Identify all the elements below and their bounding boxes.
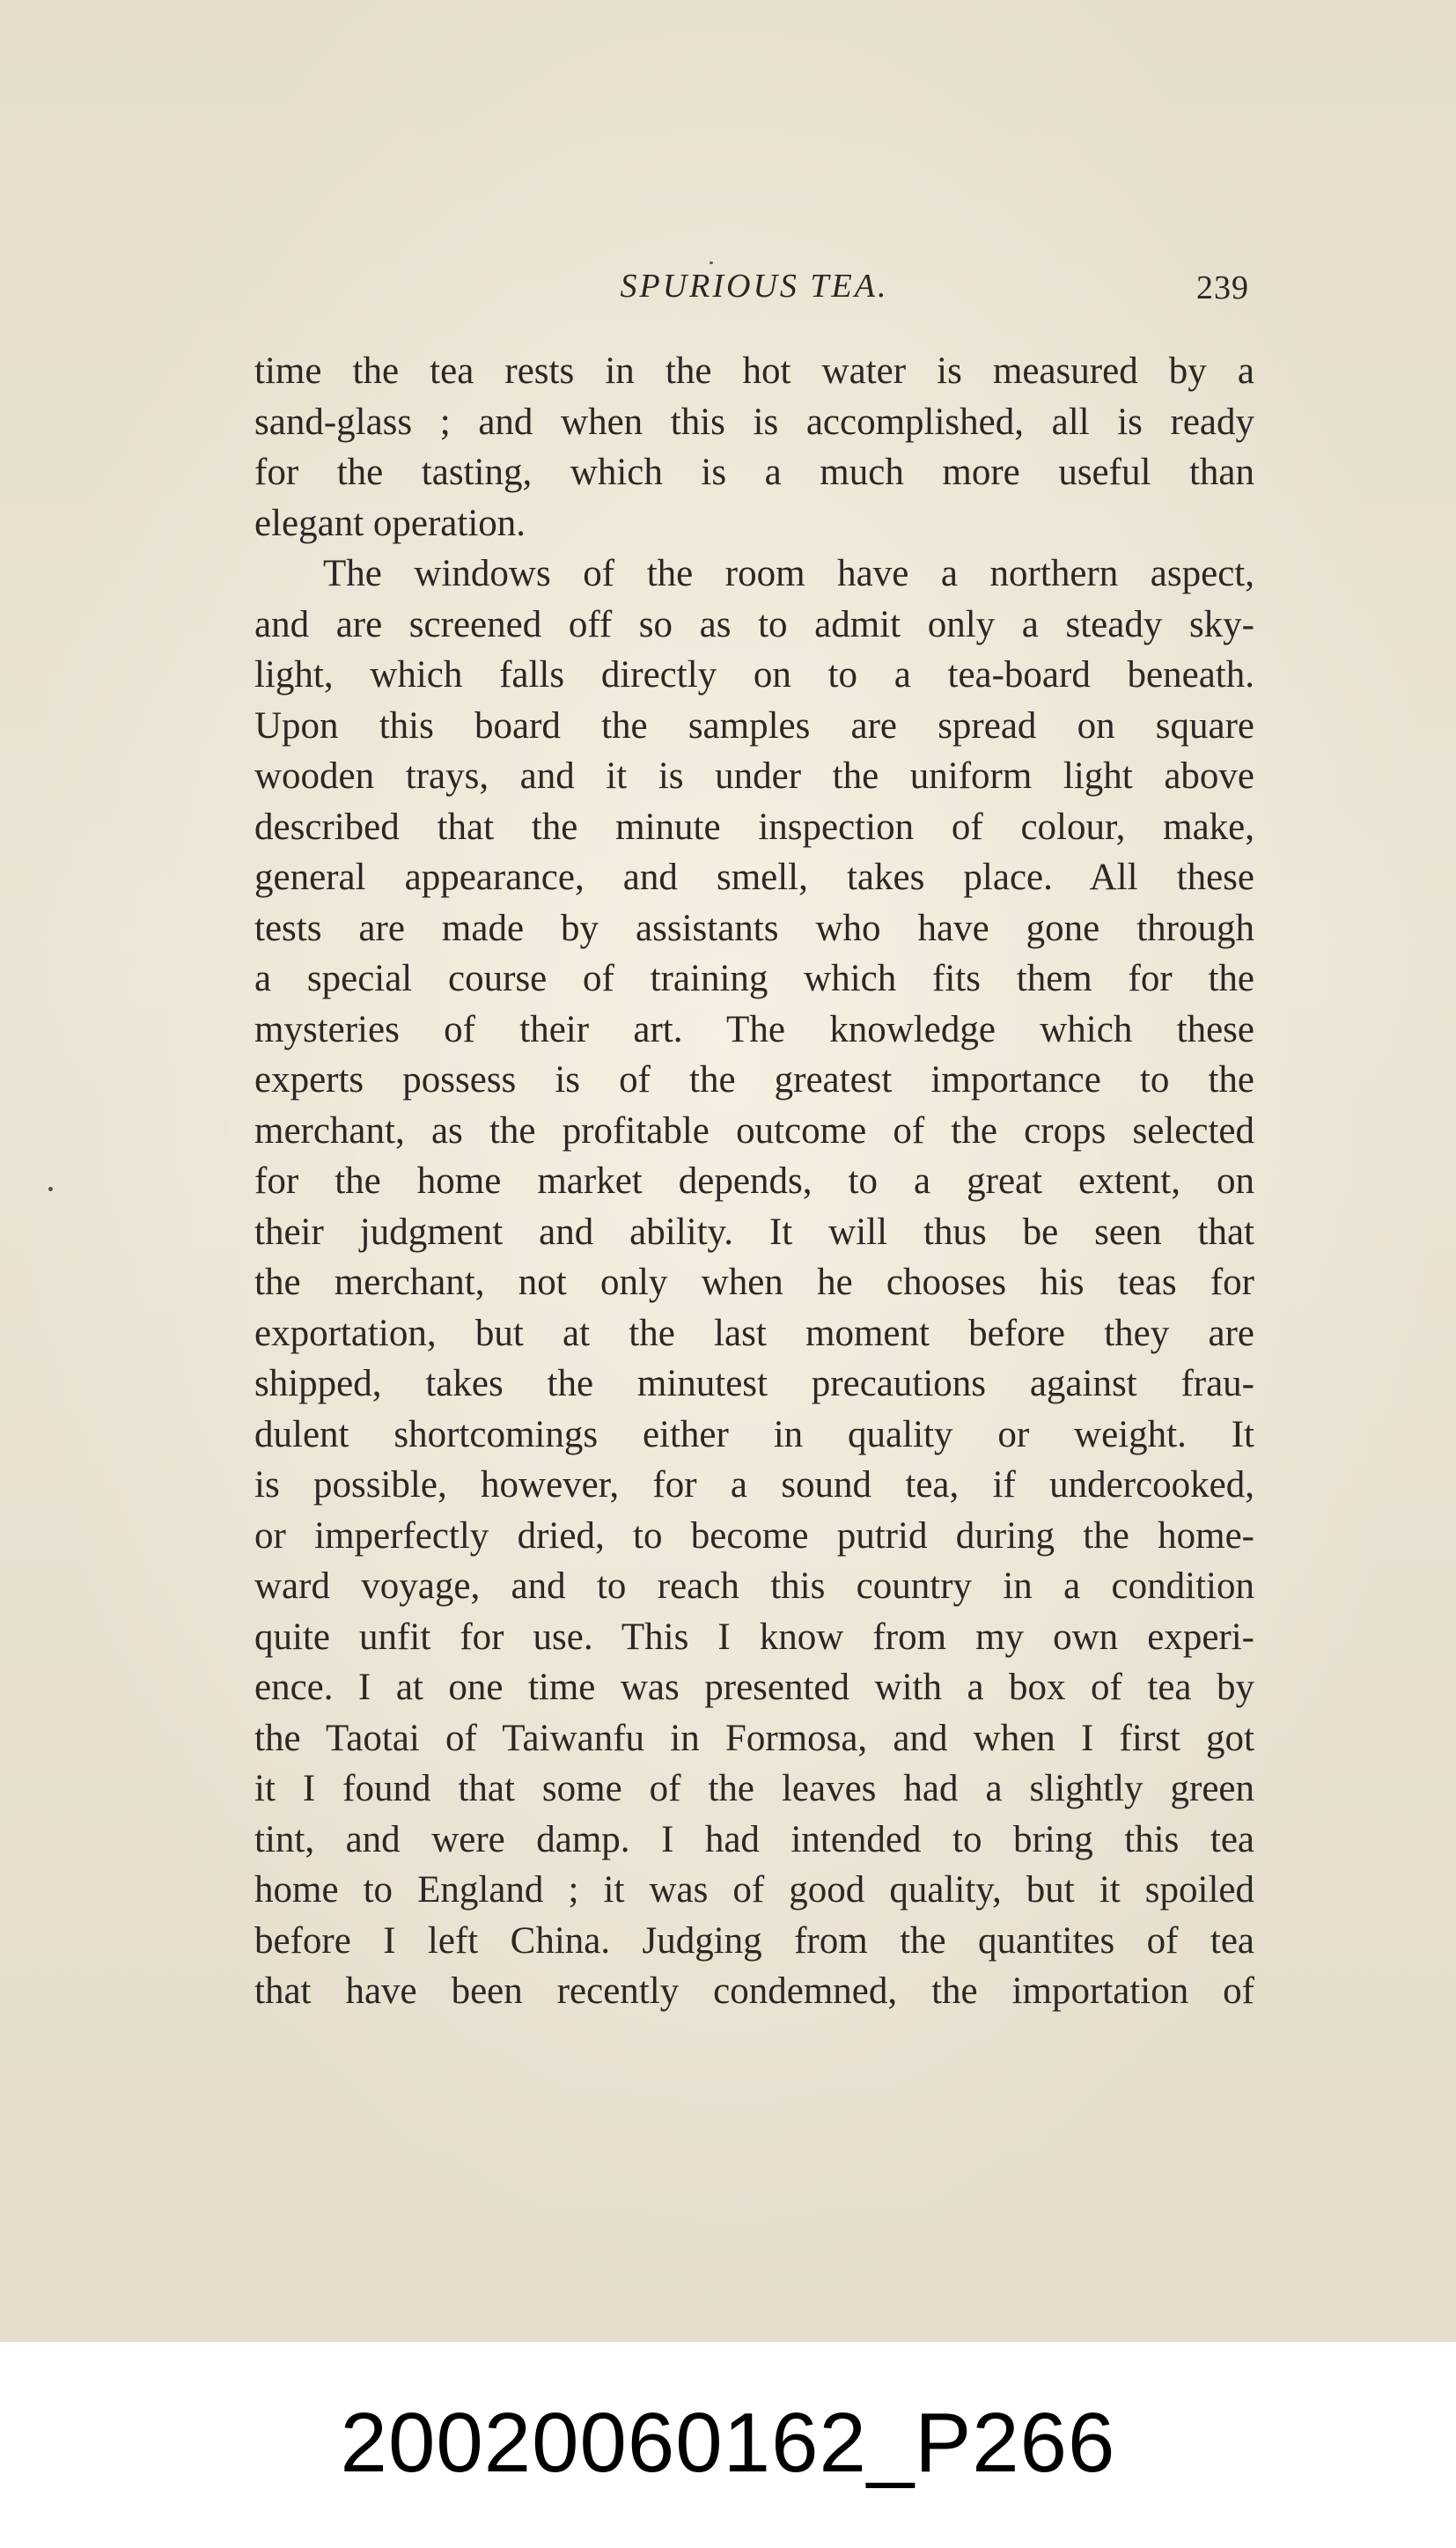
text-line: Upon this board the samples are spread on square bbox=[254, 704, 1254, 747]
paragraph-first-line: The windows of the room have a northern aspect, bbox=[323, 553, 1254, 594]
text-line: for the home market depends, to a great extent, on bbox=[254, 1160, 1254, 1202]
text-line: it I found that some of the leaves had a slightly green bbox=[254, 1768, 1254, 1809]
text-line: home to England ; it was of good quality, but it spoiled bbox=[254, 1869, 1254, 1911]
page-number: 239 bbox=[1196, 269, 1249, 306]
image-id-caption: 20020060162_P266 bbox=[340, 2396, 1116, 2490]
text-line: light, which falls directly on to a tea-board beneath. bbox=[254, 654, 1254, 696]
text-line: tint, and were damp. I had intended to bring this tea bbox=[254, 1818, 1254, 1860]
running-title: SPURIOUS TEA. bbox=[620, 268, 889, 305]
text-line: that have been recently condemned, the importation of bbox=[254, 1970, 1254, 2012]
text-line: ward voyage, and to reach this country in a condition bbox=[254, 1565, 1254, 1607]
text-line: for the tasting, which is a much more useful than bbox=[254, 452, 1254, 493]
text-line: merchant, as the profitable outcome of the crops selected bbox=[254, 1109, 1254, 1152]
text-line: mysteries of their art. The knowledge which these bbox=[254, 1008, 1254, 1050]
text-line: and are screened off so as to admit only a steady sky- bbox=[254, 603, 1254, 645]
text-line: is possible, however, for a sound tea, if undercooked, bbox=[254, 1464, 1254, 1506]
text-line: exportation, but at the last moment before they are bbox=[254, 1312, 1254, 1354]
paper-speck bbox=[48, 1187, 53, 1191]
text-line: the Taotai of Taiwanfu in Formosa, and when I first got bbox=[254, 1717, 1254, 1759]
text-line: quite unfit for use. This I know from my own experi- bbox=[254, 1616, 1254, 1658]
body-text bbox=[254, 346, 1254, 2017]
text-line: their judgment and ability. It will thus be seen that bbox=[254, 1211, 1254, 1253]
text-line: a special course of training which fits them for the bbox=[254, 958, 1254, 999]
text-line: sand-glass ; and when this is accomplished, all is ready bbox=[254, 401, 1254, 443]
running-head bbox=[254, 267, 1254, 311]
text-line: general appearance, and smell, takes place. All these bbox=[254, 857, 1254, 898]
text-line: or imperfectly dried, to become putrid during the home- bbox=[254, 1514, 1254, 1557]
text-line: before I left China. Judging from the quantites of tea bbox=[254, 1919, 1254, 1962]
text-line: tests are made by assistants who have gone through bbox=[254, 907, 1254, 949]
text-line: ence. I at one time was presented with a box of tea by bbox=[254, 1667, 1254, 1708]
text-line: wooden trays, and it is under the uniform light above bbox=[254, 755, 1254, 797]
text-line: the merchant, not only when he chooses his teas for bbox=[254, 1262, 1254, 1303]
text-line: experts possess is of the greatest importance to the bbox=[254, 1059, 1254, 1101]
text-line: dulent shortcomings either in quality or weight. It bbox=[254, 1413, 1254, 1455]
paper-speck bbox=[710, 261, 713, 264]
text-line: shipped, takes the minutest precautions against frau- bbox=[254, 1363, 1254, 1404]
text-line: time the tea rests in the hot water is measured by a bbox=[254, 350, 1254, 392]
text-line: described that the minute inspection of colour, make, bbox=[254, 806, 1254, 848]
text-line: elegant operation. bbox=[254, 502, 526, 544]
